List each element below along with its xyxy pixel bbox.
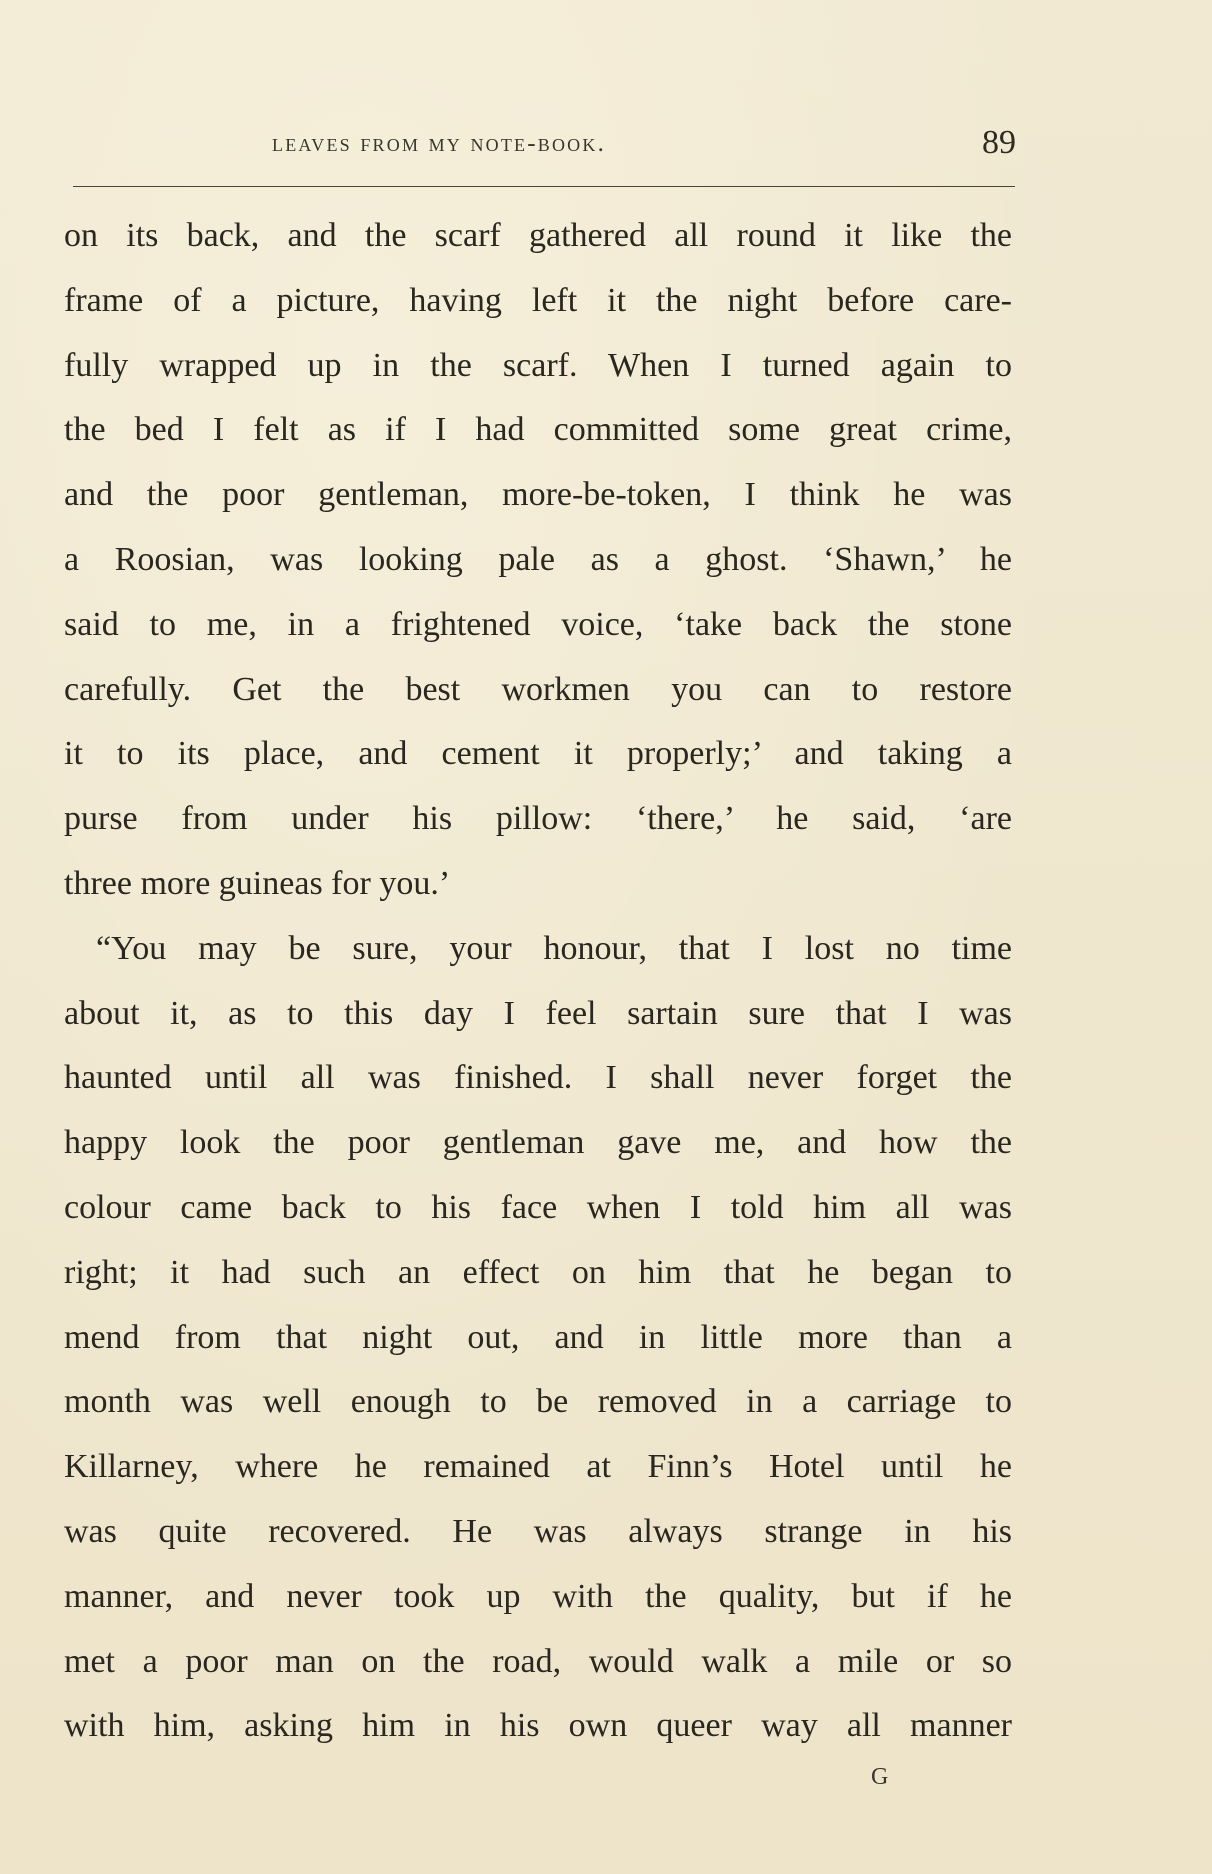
header-rule (73, 186, 1015, 187)
text-line: met a poor man on the road, would walk a mile or so (64, 1642, 1012, 1680)
paragraph-end-line: three more guineas for you.’ (64, 864, 451, 902)
text-line: purse from under his pillow: ‘there,’ he said, ‘are (64, 800, 1012, 838)
paragraph-start-line: “You may be sure, your honour, that I lost no time (96, 929, 1012, 967)
text-line: was quite recovered. He was always strange in his (64, 1512, 1012, 1550)
text-line: manner, and never took up with the quality, but if he (64, 1577, 1012, 1615)
text-line: right; it had such an effect on him that he began to (64, 1253, 1012, 1291)
text-line: said to me, in a frightened voice, ‘take back the stone (64, 605, 1012, 643)
body-text (64, 204, 1012, 1759)
text-line: a Roosian, was looking pale as a ghost. ‘Shawn,’ he (64, 540, 1012, 578)
text-line: fully wrapped up in the scarf. When I turned again to (64, 346, 1012, 384)
text-line: frame of a picture, having left it the night before care- (64, 281, 1012, 319)
text-line: and the poor gentleman, more-be-token, I think he was (64, 476, 1012, 514)
text-line: Killarney, where he remained at Finn’s Hotel until he (64, 1448, 1012, 1486)
text-line: haunted until all was finished. I shall never forget the (64, 1059, 1012, 1097)
text-line: about it, as to this day I feel sartain sure that I was (64, 994, 1012, 1032)
running-head (66, 124, 1016, 164)
page-number: 89 (982, 124, 1016, 161)
text-line: the bed I felt as if I had committed some great crime, (64, 411, 1012, 449)
text-line: on its back, and the scarf gathered all round it like the (64, 217, 1012, 254)
text-line: happy look the poor gentleman gave me, and how the (64, 1124, 1012, 1162)
text-line: it to its place, and cement it properly;’ and taking a (64, 735, 1012, 773)
running-title: leaves from my note-book. (272, 130, 607, 157)
text-line: colour came back to his face when I told him all was (64, 1188, 1012, 1226)
signature-mark: G (871, 1764, 890, 1790)
text-line: carefully. Get the best workmen you can to restore (64, 670, 1012, 708)
text-line: month was well enough to be removed in a carriage to (64, 1383, 1012, 1421)
text-line: mend from that night out, and in little more than a (64, 1318, 1012, 1356)
text-line: with him, asking him in his own queer way all manner (64, 1707, 1012, 1745)
